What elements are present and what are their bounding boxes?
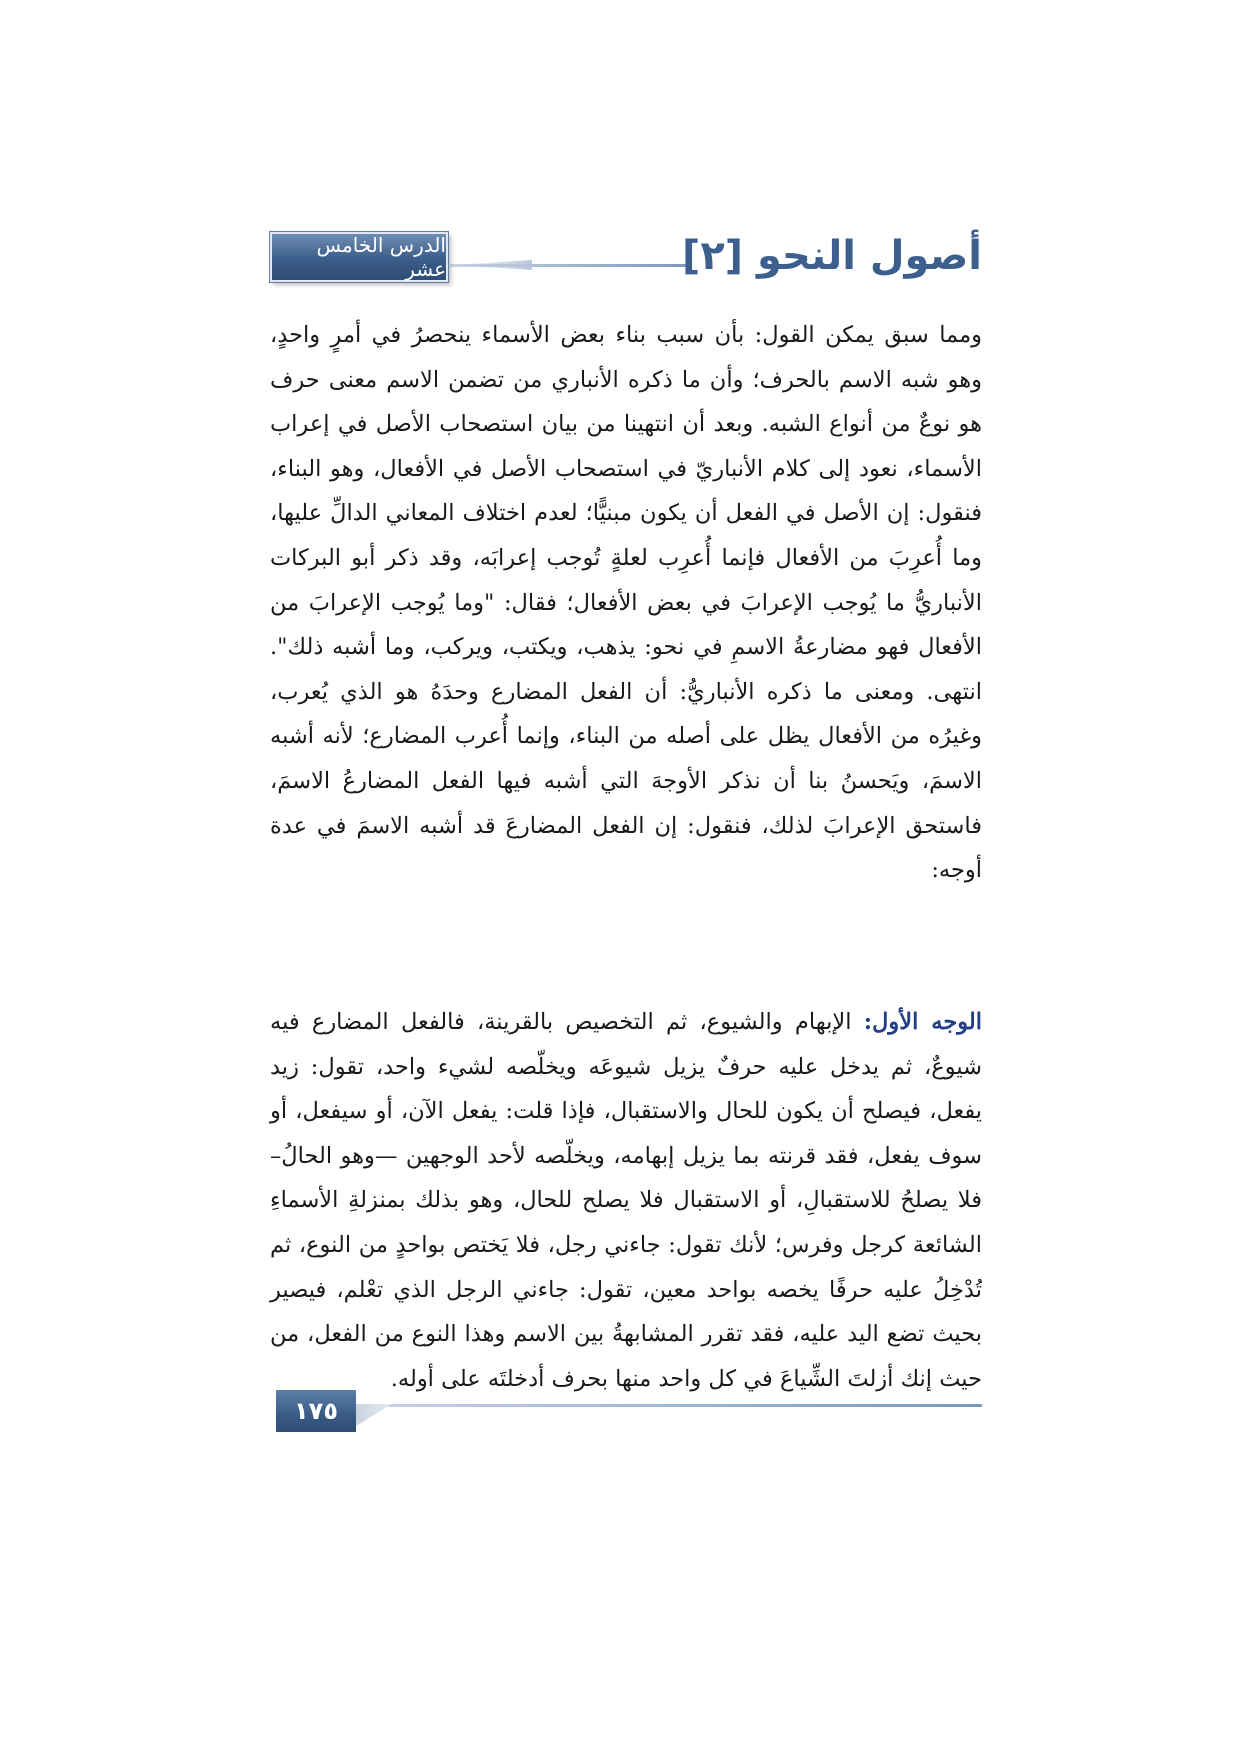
body-paragraph-1: [270, 313, 982, 893]
page-title: أصول النحو [٢]: [682, 233, 982, 279]
header-rule-tail: [452, 260, 532, 270]
page-footer: [276, 1390, 982, 1434]
body-paragraph-2: [270, 1000, 982, 1401]
page-number: ١٧٥: [276, 1390, 356, 1432]
paragraph-2-text: الإبهام والشيوع، ثم التخصيص بالقرينة، فالفعل المضارع فيه شيوعٌ، ثم يدخل عليه حرفٌ يزيل شيوعَه ويخلّصه لشيء واحد، تقول: زيد يفعل، فيصلح أن يكون للحال والاستقبال، فإذا قلت: يفعل الآن، أو سيفعل، أو سوف يفعل، فقد قرنته بما يزيل إبهامه، ويخلّصه لأحد الوجهين —وهو الحالُ– فلا يصلحُ للاستقبالِ، أو الاستقبال فلا يصلح للحال، وهو بذلك بمنزلةِ الأسماءِ الشائعة كرجل وفرس؛ لأنك تقول: جاءني رجل، فلا يَختص بواحدٍ من النوع، ثم تُدْخِلُ عليه حرفًا يخصه بواحد معين، تقول: جاءني الرجل الذي تعْلم، فيصير بحيث تضع اليد عليه، فقد تقرر المشابهةُ بين الاسم وهذا النوع من الفعل، من حيث إنك أزلتَ الشِّياعَ في كل واحد منها بحرف أدخلتَه على أوله.: [270, 1009, 982, 1392]
lesson-badge: [270, 232, 448, 282]
lesson-label: الدرس الخامس عشر: [316, 233, 446, 281]
page-header: [270, 228, 982, 286]
paragraph-1-text: ومما سبق يمكن القول: بأن سبب بناء بعض الأسماء ينحصرُ في أمرٍ واحدٍ، وهو شبه الاسم بالحرف؛ وأن ما ذكره الأنباري من تضمن الاسم معنى حرف هو نوعٌ من أنواع الشبه. وبعد أن انتهينا من بيان استصحاب الأصل في إعراب الأسماء، نعود إلى كلام الأنباريّ في استصحاب الأصل في الأفعال، وهو البناء، فنقول: إن الأصل في الفعل أن يكون مبنيًّا؛ لعدم اختلاف المعاني الدالِّ عليها، وما أُعرِبَ من الأفعال فإنما أُعرِب لعلةٍ تُوجب إعرابَه، وقد ذكر أبو البركات الأنباريُّ ما يُوجب الإعرابَ في بعض الأفعال؛ فقال: "وما يُوجب الإعرابَ من الأفعال فهو مضارعةُ الاسمِ في نحو: يذهب، ويكتب، ويركب، وما أشبه ذلك". انتهى. ومعنى ما ذكره الأنباريُّ: أن الفعل المضارع وحدَهُ هو الذي يُعرب، وغيرُه من الأفعال يظل على أصله من البناء، وإنما أُعرب المضارع؛ لأنه أشبه الاسمَ، ويَحسنُ بنا أن نذكر الأوجهَ التي أشبه فيها الفعل المضارعُ الاسمَ، فاستحق الإعرابَ لذلك، فنقول: إن الفعل المضارعَ قد أشبه الاسمَ في عدة أوجه:: [270, 322, 982, 884]
footer-rule-tail: [356, 1404, 392, 1426]
footer-rule: [354, 1404, 982, 1407]
first-aspect-heading: الوجه الأول:: [863, 1009, 983, 1035]
